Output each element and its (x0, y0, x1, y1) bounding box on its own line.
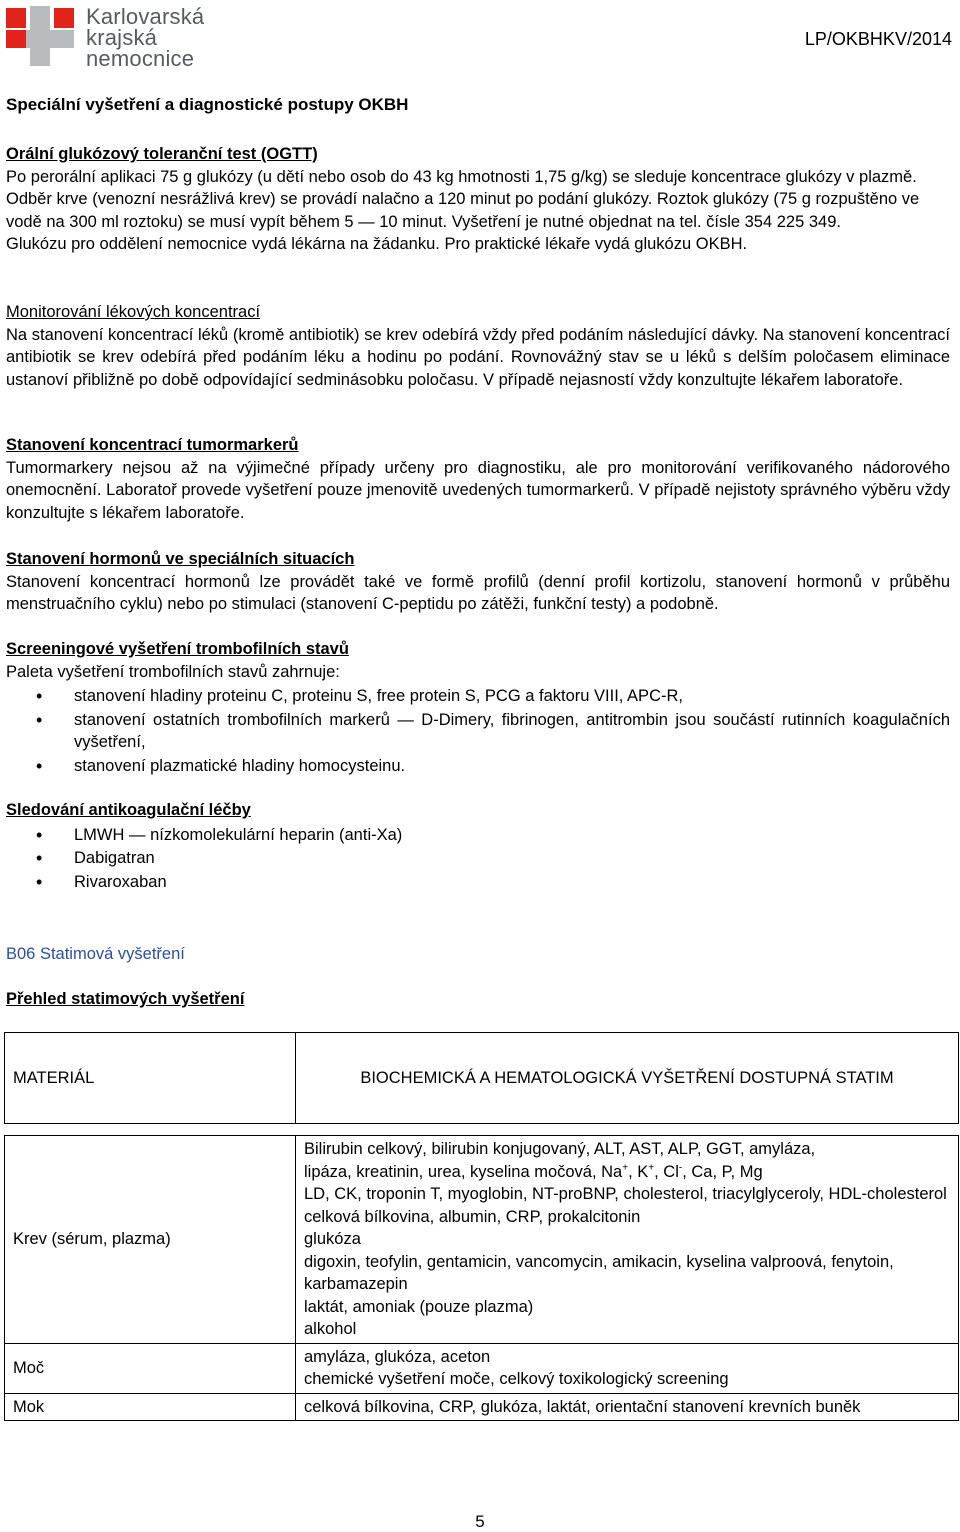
document-code: LP/OKBHKV/2014 (804, 29, 952, 49)
tests-line: Bilirubin celkový, bilirubin konjugovaný, ALT, AST, ALP, GGT, amyláza, (304, 1140, 816, 1158)
hormones-heading: Stanovení hormonů ve speciálních situacích (6, 550, 355, 568)
thrombophilia-list (6, 685, 950, 777)
drug-monitoring-text: Na stanovení koncentrací léků (kromě antibiotik) se krev odebírá vždy před podáním následující dávky. Na stanovení koncentrací antibiotik se krev odebírá před podáním léku a hodinu po podání. Rovnovážný stav se u léků s delším poločasem eliminace ustanoví přibližně po době odpovídající sedminásobku poločasu. V případě nejasností vždy konzultujte lékařem laboratoře. (6, 325, 950, 389)
list-item: • Rivaroxaban (6, 871, 950, 894)
anticoagulation-heading: Sledování antikoagulační léčby (6, 801, 251, 819)
tests-line: celková bílkovina, albumin, CRP, prokalcitonin (304, 1207, 641, 1226)
tests-line: alkohol (304, 1320, 357, 1338)
section-thrombophilia (6, 638, 950, 777)
tumor-markers-text: Tumormarkery nejsou až na výjimečné případy určeny pro diagnostiku, ale pro monitorování verifikovaného nádorového onemocnění. Laboratoř provede vyšetření pouze jmenovitě uvedených tumormarkerů. V případě nejistoty správného výběru vždy konzultujte s lékařem laboratoře. (6, 458, 950, 522)
thrombophilia-intro: Paleta vyšetření trombofilních stavů zahrnuje: (6, 662, 340, 681)
tests-line: amyláza, glukóza, aceton (304, 1347, 491, 1366)
tests-header: BIOCHEMICKÁ A HEMATOLOGICKÁ VYŠETŘENÍ DOSTUPNÁ STATIM (296, 1033, 959, 1124)
material-cell: Krev (sérum, plazma) (5, 1136, 296, 1344)
table-row (5, 1136, 959, 1344)
page-number: 5 (475, 1512, 485, 1531)
list-item: • LMWH — nízkomolekulární heparin (anti-Xa) (6, 824, 950, 847)
tests-line: digoxin, teofylin, gentamicin, vancomycin, amikacin, kyselina valproová, fenytoin, karbamazepin (304, 1252, 894, 1293)
tests-line-electrolytes: lipáza, kreatinin, urea, kyselina močová, Na+, K+, Cl-, Ca, P, Mg (304, 1162, 763, 1181)
ogtt-text: Po perorální aplikaci 75 g glukózy (u dětí nebo osob do 43 kg hmotnosti 1,75 g/kg) se sleduje koncentrace glukózy v plazmě. Odběr krve (venozní nesrážlivá krev) se provádí nalačno a 120 minut po podání glukózy. Roztok glukózy (75 g rozpuštěno ve vodě na 300 ml roztoku) se musí vypít během 5 — 10 minut. Vyšetření je nutné objednat na tel. čísle 354 225 349. (6, 167, 920, 231)
table-header-row (5, 1033, 959, 1124)
statim-overview-heading: Přehled statimových vyšetření (6, 990, 245, 1008)
table-row (5, 1393, 959, 1421)
tumor-markers-heading: Stanovení koncentrací tumormarkerů (6, 436, 299, 454)
table-row (5, 1343, 959, 1393)
list-item: • stanovení hladiny proteinu C, proteinu S, free protein S, PCG a faktoru VIII, APC-R, (6, 685, 950, 708)
ogtt-text-2: Glukózu pro oddělení nemocnice vydá lékárna na žádanku. Pro praktické lékaře vydá glukózu OKBH. (6, 235, 748, 253)
material-cell: Moč (5, 1343, 296, 1393)
section-link-statim[interactable]: B06 Statimová vyšetření (6, 945, 185, 963)
statim-table (4, 1032, 959, 1421)
tests-line: chemické vyšetření moče, celkový toxikologický screening (304, 1370, 729, 1388)
material-cell: Mok (5, 1393, 296, 1421)
list-item: • Dabigatran (6, 847, 950, 870)
tests-line: LD, CK, troponin T, myoglobin, NT-proBNP, cholesterol, triacylglyceroly, HDL-cholesterol (304, 1185, 947, 1203)
tests-cell (296, 1343, 959, 1393)
section-anticoagulation (6, 799, 950, 893)
anticoagulation-list (6, 824, 950, 894)
drug-monitoring-heading: Monitorování lékových koncentrací (6, 303, 261, 321)
material-header: MATERIÁL (5, 1033, 296, 1124)
page-header (6, 4, 956, 74)
tests-line: celková bílkovina, CRP, glukóza, laktát, orientační stanovení krevních buněk (304, 1397, 861, 1416)
tests-cell (296, 1136, 959, 1344)
hormones-text: Stanovení koncentrací hormonů lze provádět také ve formě profilů (denní profil kortizolu, stanovení hormonů v průběhu menstruačního cyklu) nebo po stimulaci (stanovení C-peptidu po zátěži, funkční testy) a podobně. (6, 572, 950, 613)
section-hormones (6, 548, 950, 616)
section-drug-monitoring (6, 301, 950, 391)
list-item: • stanovení plazmatické hladiny homocysteinu. (6, 755, 950, 778)
hospital-logo-text: Karlovarská krajská nemocnice (86, 4, 205, 71)
thrombophilia-heading: Screeningové vyšetření trombofilních stavů (6, 640, 349, 658)
section-tumor-markers (6, 434, 950, 524)
section-ogtt (6, 143, 950, 256)
ogtt-heading: Orální glukózový toleranční test (OGTT) (6, 145, 318, 163)
hospital-cross-logo-icon (6, 6, 78, 66)
table-spacer-row (5, 1124, 959, 1136)
tests-line: glukóza (304, 1230, 361, 1248)
page-title: Speciální vyšetření a diagnostické postupy OKBH (6, 95, 409, 114)
list-item: • stanovení ostatních trombofilních markerů — D-Dimery, fibrinogen, antitrombin jsou součástí rutinních koagulačních vyšetření, (6, 709, 950, 754)
tests-line: laktát, amoniak (pouze plazma) (304, 1297, 534, 1316)
tests-cell (296, 1393, 959, 1421)
